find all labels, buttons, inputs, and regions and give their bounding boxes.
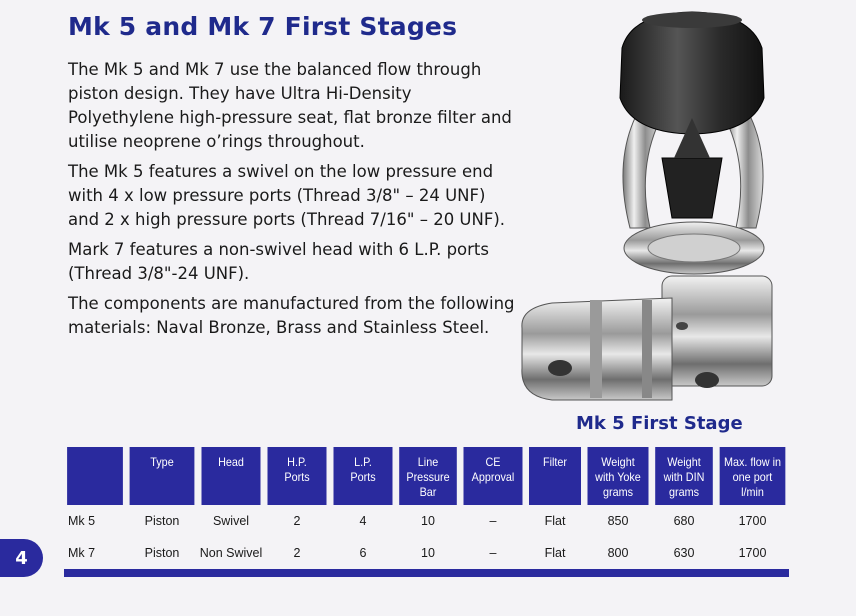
table-cell: 850: [607, 514, 629, 528]
table-cell: Non Swivel: [199, 546, 263, 560]
table-cell: Piston: [144, 546, 180, 560]
table-cell: Swivel: [212, 514, 250, 528]
paragraph-1: The Mk 5 and Mk 7 use the balanced flow through piston design. They have Ultra Hi-Density Polyethylene high-pressure seat, flat bronze filter and utilise neoprene o’rings throughout.: [68, 60, 512, 151]
model-cell: Mk 5: [68, 514, 96, 528]
table-cell: Piston: [144, 514, 180, 528]
paragraph-3: Mark 7 features a non-swivel head with 6 L.P. ports (Thread 3/8"-24 UNF).: [68, 240, 489, 283]
table-header-cell: CE Approval: [463, 447, 522, 505]
table-header-cell: Weight with DIN grams: [655, 447, 713, 505]
table-row: [64, 505, 789, 537]
table-cell: 6: [359, 546, 367, 560]
page-number: 4: [15, 547, 28, 569]
table-header-cell: Type: [130, 447, 195, 505]
table-bottom-bar: [64, 569, 789, 577]
table-cell: –: [489, 546, 497, 560]
body-text: [68, 58, 518, 346]
paragraph-2: The Mk 5 features a swivel on the low pressure end with 4 x low pressure ports (Thread 3/8" – 24 UNF) and 2 x high pressure ports (Thread 7/16" – 20 UNF).: [68, 162, 506, 229]
table-cell: 10: [421, 514, 435, 528]
photo-caption: Mk 5 First Stage: [576, 413, 743, 434]
table-cell: 2: [293, 546, 301, 560]
table-row: [64, 537, 789, 569]
page-number-tab: [0, 539, 43, 577]
table-header-cell: Line Pressure Bar: [399, 447, 457, 505]
table-cell: Flat: [544, 546, 566, 560]
table-header-cell: Weight with Yoke grams: [587, 447, 648, 505]
table-cell: 10: [421, 546, 435, 560]
regulator-photo: [512, 8, 792, 408]
table-header-cell: Max. flow in one port l/min: [720, 447, 786, 505]
table-body: [64, 505, 789, 569]
table-cell: 2: [293, 514, 301, 528]
page-title: Mk 5 and Mk 7 First Stages: [68, 12, 458, 41]
table-cell: 680: [673, 514, 695, 528]
table-header-row: [64, 447, 789, 505]
table-header-cell: L.P. Ports: [333, 447, 392, 505]
spec-table-container: [64, 447, 789, 577]
paragraph-4: The components are manufactured from the following materials: Naval Bronze, Brass and Stainless Steel.: [68, 294, 515, 337]
table-cell: 800: [607, 546, 629, 560]
model-cell: Mk 7: [68, 546, 96, 560]
spec-table: [64, 447, 789, 569]
table-header-cell: Head: [201, 447, 260, 505]
table-cell: 4: [359, 514, 367, 528]
table-header-cell: [67, 447, 123, 505]
table-cell: Flat: [544, 514, 566, 528]
table-cell: –: [489, 514, 497, 528]
table-header-cell: H.P. Ports: [267, 447, 326, 505]
table-cell: 630: [673, 546, 695, 560]
table-cell: 1700: [738, 514, 767, 528]
table-header-cell: Filter: [529, 447, 581, 505]
table-cell: 1700: [738, 546, 767, 560]
